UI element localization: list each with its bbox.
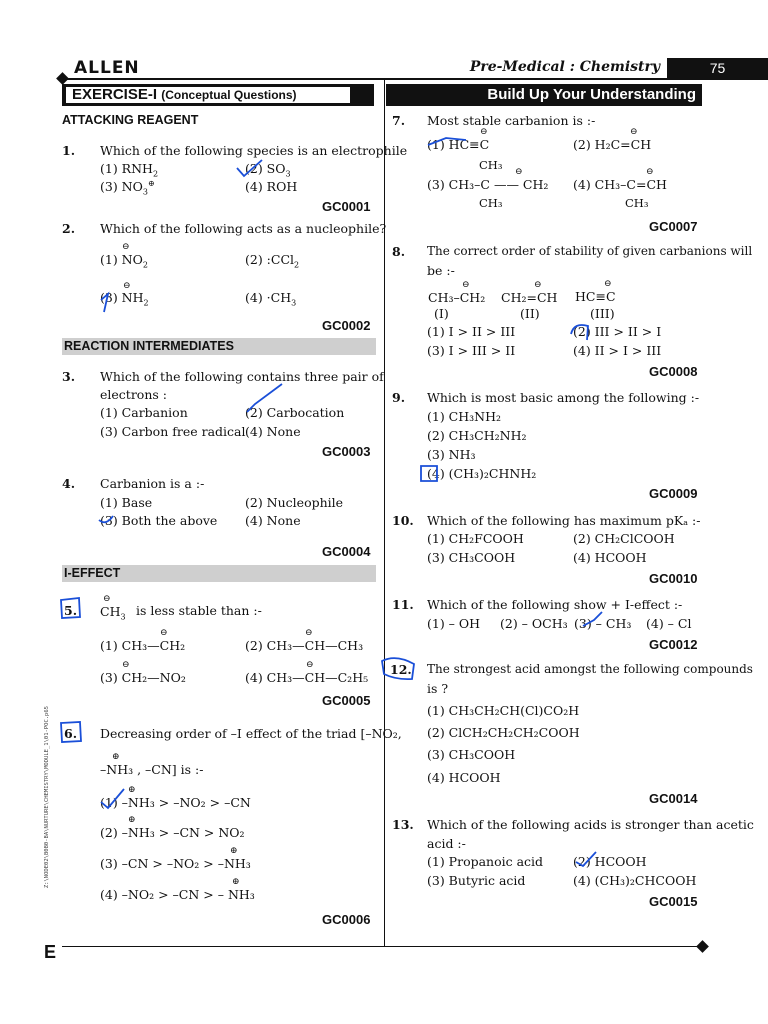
q12-text-line2: is ?: [427, 681, 449, 696]
box-q6: [61, 722, 81, 742]
q8-option-3: (3) I > III > II: [427, 343, 516, 358]
q9-code: GC0009: [649, 486, 698, 501]
q3-text-line2: electrons :: [100, 387, 167, 402]
q3-option-1: (1) Carbanion: [100, 405, 188, 420]
q5-text: is less stable than :-: [136, 603, 262, 618]
tick-q13: [576, 852, 596, 866]
q13-option-4: (4) (CH₃)₂CHCOOH: [573, 873, 697, 888]
q2-option-1: (1) $NO_2$: [100, 252, 148, 270]
q7-o4-charge: ⊖: [646, 167, 654, 177]
q11-option-2: (2) – OCH₃: [500, 616, 568, 631]
q1-option-4: (4) ROH: [245, 179, 298, 194]
q7-option-4: (4) CH₃–C=CH: [573, 177, 667, 192]
q7-number: 7.: [392, 113, 406, 128]
q12-option-3: (3) CH₃COOH: [427, 747, 516, 762]
tick-q8: [571, 325, 588, 340]
q3-number: 3.: [62, 369, 76, 384]
q11-text: Which of the following show + I-effect :-: [427, 597, 683, 612]
q12-option-4: (4) HCOOH: [427, 770, 501, 785]
q7-o1-charge: ⊖: [480, 127, 488, 137]
q13-text-line1: Which of the following acids is stronger than acetic: [427, 817, 754, 832]
q7-o2-charge: ⊖: [630, 127, 638, 137]
q11-number: 11.: [392, 597, 414, 612]
q1-option-1: (1) $RNH_2$: [100, 161, 159, 179]
q2-o1-charge: ⊖: [122, 242, 130, 252]
q1-option-3: (3) $NO_3^\oplus$: [100, 179, 155, 197]
q13-code: GC0015: [649, 894, 698, 909]
q8-option-1: (1) I > II > III: [427, 324, 516, 339]
q13-option-3: (3) Butyric acid: [427, 873, 526, 888]
q4-option-2: (2) Nucleophile: [245, 495, 344, 510]
q7-o3-charge: ⊖: [515, 167, 523, 177]
q5-option-1: (1) CH₃—CH₂: [100, 638, 186, 653]
q7-o3-bottom: CH₃: [479, 196, 503, 210]
tick-q3: [247, 384, 282, 412]
q13-option-2: (2) HCOOH: [573, 854, 647, 869]
page-number: 75: [667, 58, 768, 78]
q7-o3-top: CH₃: [479, 158, 503, 172]
q8-text-line1: The correct order of stability of given carbanions will: [427, 244, 753, 258]
q2-text: Which of the following acts as a nucleophile?: [100, 221, 387, 236]
page-letter: E: [44, 942, 57, 962]
q10-option-3: (3) CH₃COOH: [427, 550, 516, 565]
file-path-sidebar: Z:\NODE02\B0B0-BA\NURTURE\CHEMISTRY\MODULE_1\01-POC.p65: [44, 706, 50, 889]
q7-option-2: (2) H₂C=CH: [573, 137, 652, 152]
q13-number: 13.: [392, 817, 414, 832]
q12-code: GC0014: [649, 791, 698, 806]
section-attacking-reagent: ATTACKING REAGENT: [62, 113, 199, 127]
q8-s2-charge: ⊖: [534, 280, 542, 290]
q4-text: Carbanion is a :-: [100, 476, 205, 491]
tick-q11: [583, 612, 602, 626]
q11-code: GC0012: [649, 637, 698, 652]
q5-o2-charge: ⊖: [305, 628, 313, 638]
q6-text-line2: –NH₃ , –CN] is :-: [100, 762, 204, 777]
q9-option-3: (3) NH₃: [427, 447, 476, 462]
q12-number: 12.: [390, 662, 412, 677]
q1-number: 1.: [62, 143, 76, 158]
q8-option-2: (2) III > II > I: [573, 324, 662, 339]
q8-species-2: CH₂=CH: [501, 290, 558, 305]
tick-q2: [101, 294, 108, 312]
q10-number: 10.: [392, 513, 414, 528]
q4-number: 4.: [62, 476, 76, 491]
q8-text-line2: be :-: [427, 263, 455, 278]
q3-option-3: (3) Carbon free radical: [100, 424, 246, 439]
q1-code: GC0001: [322, 199, 371, 214]
q12-option-2: (2) ClCH₂CH₂CH₂COOH: [427, 725, 580, 740]
q6-o2-charge: ⊕: [128, 815, 136, 825]
q11-option-1: (1) – OH: [427, 616, 481, 631]
q8-species-3: HC≡C: [575, 289, 616, 304]
q6-o3-charge: ⊕: [230, 846, 238, 856]
q8-s1-charge: ⊖: [462, 280, 470, 290]
box-q12: [382, 658, 414, 679]
brand-logo: ALLEN: [74, 58, 140, 78]
q1-text: Which of the following species is an electrophile: [100, 143, 408, 158]
box-q5: [61, 598, 80, 618]
q8-label-3: (III): [590, 306, 615, 321]
q8-number: 8.: [392, 244, 406, 259]
q1-option-2: (2) $SO_3$: [245, 161, 291, 179]
tick-q1: [237, 160, 262, 176]
q9-option-1: (1) CH₃NH₂: [427, 409, 502, 424]
q10-text: Which of the following has maximum pKₐ :-: [427, 513, 701, 528]
q3-code: GC0003: [322, 444, 371, 459]
q7-o4-bottom: CH₃: [625, 196, 649, 210]
q6-number: 6.: [64, 726, 78, 741]
q9-text: Which is most basic among the following :-: [427, 390, 700, 405]
q5-o3-charge: ⊖: [122, 660, 130, 670]
q6-option-1: (1) –NH₃ > –NO₂ > –CN: [100, 795, 251, 810]
q7-text: Most stable carbanion is :-: [427, 113, 596, 128]
q5-lead: $CH_3$: [100, 604, 126, 622]
q10-code: GC0010: [649, 571, 698, 586]
q2-option-2: (2) :CCl$_2$: [245, 252, 300, 270]
q2-option-4: $(4) \cdot CH_3$: [245, 290, 297, 308]
q12-option-1: (1) CH₃CH₂CH(Cl)CO₂H: [427, 703, 580, 718]
tick-q4: [99, 516, 113, 522]
tick-q6: [101, 789, 124, 808]
q2-number: 2.: [62, 221, 76, 236]
q4-option-3: (3) Both the above: [100, 513, 218, 528]
q6-o4-charge: ⊕: [232, 877, 240, 887]
q3-text-line1: Which of the following contains three pair of: [100, 369, 384, 384]
q9-option-2: (2) CH₃CH₂NH₂: [427, 428, 527, 443]
q9-number: 9.: [392, 390, 406, 405]
q8-species-1: CH₃–CH₂: [428, 290, 486, 305]
q8-s3-charge: ⊖: [604, 279, 612, 289]
exercise-title: EXERCISE-I: [72, 86, 158, 103]
q3-option-2: (2) Carbocation: [245, 405, 345, 420]
q7-option-1: (1) HC≡C: [427, 137, 490, 152]
q6-option-2: (2) –NH₃ > –CN > NO₂: [100, 825, 245, 840]
q5-o1-charge: ⊖: [160, 628, 168, 638]
q2-option-3: (3) $NH_2$: [100, 290, 149, 308]
box-q9: [421, 466, 437, 481]
q6-text-line1: Decreasing order of –I effect of the triad [–NO₂,: [100, 726, 402, 741]
q4-code: GC0004: [322, 544, 371, 559]
q2-o3-charge: ⊖: [123, 281, 131, 291]
q9-option-4: (4) (CH₃)₂CHNH₂: [427, 466, 537, 481]
tick-q7: [428, 138, 466, 145]
q10-option-2: (2) CH₂ClCOOH: [573, 531, 675, 546]
q5-option-2: (2) CH₃—CH—CH₃: [245, 638, 364, 653]
q13-text-line2: acid :-: [427, 836, 466, 851]
section-i-effect: I-EFFECT: [62, 565, 376, 582]
q6-code: GC0006: [322, 912, 371, 927]
q8-code: GC0008: [649, 364, 698, 379]
q6-t2-charge: ⊕: [112, 752, 120, 762]
q4-option-4: (4) None: [245, 513, 301, 528]
q11-option-4: (4) – Cl: [646, 616, 692, 631]
q7-option-3: (3) CH₃–C —— CH₂: [427, 177, 549, 192]
q5-lead-charge: ⊖: [103, 594, 111, 604]
q7-code: GC0007: [649, 219, 698, 234]
q4-option-1: (1) Base: [100, 495, 153, 510]
q5-option-3: (3) CH₂—NO₂: [100, 670, 186, 685]
q2-code: GC0002: [322, 318, 371, 333]
q5-option-4: (4) CH₃—CH—C₂H₅: [245, 670, 369, 685]
q6-o1-charge: ⊕: [128, 785, 136, 795]
exercise-subtitle: (Conceptual Questions): [161, 88, 297, 102]
q3-option-4: (4) None: [245, 424, 301, 439]
build-up-banner: Build Up Your Understanding: [386, 84, 702, 106]
q8-label-1: (I): [434, 306, 449, 321]
q8-label-2: (II): [520, 306, 540, 321]
q13-option-1: (1) Propanoic acid: [427, 854, 544, 869]
q8-option-4: (4) II > I > III: [573, 343, 662, 358]
q5-o4-charge: ⊖: [306, 660, 314, 670]
section-reaction-intermediates: REACTION INTERMEDIATES: [62, 338, 376, 355]
subject-heading: Pre-Medical : Chemistry: [469, 59, 660, 75]
q11-option-3: (3) – CH₃: [574, 616, 632, 631]
q5-number: 5.: [64, 603, 78, 618]
q5-code: GC0005: [322, 693, 371, 708]
q12-text-line1: The strongest acid amongst the following compounds: [427, 662, 753, 676]
q6-option-4: (4) –NO₂ > –CN > – NH₃: [100, 887, 255, 902]
q6-option-3: (3) –CN > –NO₂ > –NH₃: [100, 856, 251, 871]
q10-option-4: (4) HCOOH: [573, 550, 647, 565]
q10-option-1: (1) CH₂FCOOH: [427, 531, 524, 546]
